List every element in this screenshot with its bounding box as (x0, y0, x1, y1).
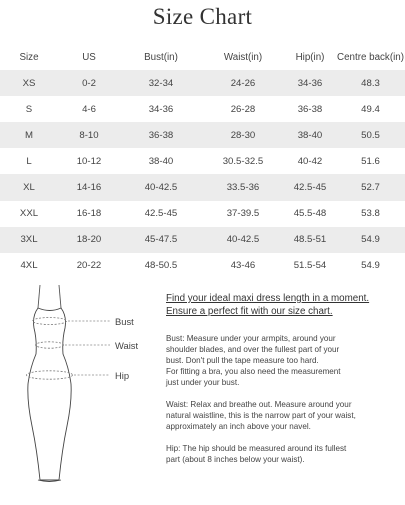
dress-figure (0, 280, 160, 500)
bust-instructions (166, 334, 402, 389)
cell-centre-back: 54.9 (361, 260, 380, 272)
cell-hip: 34-36 (297, 77, 323, 89)
instruction-line: approximately an inch above your navel. (166, 421, 311, 431)
table-row (0, 122, 405, 148)
cell-size: XL (23, 182, 35, 194)
instruction-line: Waist: Relax and breathe out. Measure around your (166, 399, 352, 409)
cell-bust: 40-42.5 (144, 182, 178, 194)
cell-size: 3XL (20, 234, 38, 246)
cell-centre-back: 53.8 (361, 208, 380, 220)
dress-illustration (0, 280, 160, 500)
cell-centre-back: 48.3 (361, 77, 380, 89)
instruction-line: Bust: Measure under your armpits, around your (166, 334, 336, 344)
instruction-line: Hip: The hip should be measured around its fullest (166, 443, 347, 453)
cell-size: XS (22, 77, 36, 89)
cell-centre-back: 52.7 (361, 182, 380, 194)
cell-centre-back: 51.6 (361, 155, 380, 167)
hip-instructions (166, 444, 402, 466)
table-row (0, 174, 405, 200)
cell-bust: 36-38 (148, 129, 174, 141)
cell-bust: 34-36 (148, 103, 174, 115)
table-row (0, 227, 405, 253)
cell-us: 14-16 (76, 182, 102, 194)
table-row (0, 96, 405, 122)
cell-size: S (25, 103, 33, 115)
cell-waist: 40-42.5 (226, 234, 260, 246)
header-bust: Bust(in) (144, 51, 178, 63)
bust-label: Bust (115, 316, 134, 327)
instruction-line: part (about 8 inches below your waist). (166, 454, 305, 464)
header-size: Size (19, 51, 39, 63)
cell-us: 4-6 (82, 103, 96, 115)
cell-waist: 33.5-36 (226, 182, 260, 194)
cell-waist: 37-39.5 (226, 208, 260, 220)
cell-us: 20-22 (76, 260, 102, 272)
table-row (0, 201, 405, 227)
header-hip: Hip(in) (295, 51, 325, 63)
cell-hip: 42.5-45 (293, 182, 327, 194)
instruction-line: bust. Don't pull the tape measure too hard. (166, 356, 319, 366)
headline-line: Ensure a perfect fit with our size chart. (166, 306, 333, 318)
instruction-line: For fitting a bra, you also need the measurement (166, 367, 341, 377)
cell-hip: 51.5-54 (293, 260, 327, 272)
header-centre-back: Centre back(in) (337, 51, 404, 63)
cell-bust: 32-34 (148, 77, 174, 89)
cell-hip: 40-42 (297, 155, 323, 167)
cell-bust: 38-40 (148, 155, 174, 167)
header-us: US (82, 51, 96, 63)
cell-centre-back: 49.4 (361, 103, 380, 115)
headline-line: Find your ideal maxi dress length in a moment. (166, 293, 370, 304)
table-header-row (0, 44, 405, 70)
cell-waist: 28-30 (230, 129, 256, 141)
cell-us: 8-10 (79, 129, 99, 141)
header-waist: Waist(in) (223, 51, 263, 63)
page-title: Size Chart (152, 4, 253, 29)
table-row (0, 70, 405, 96)
cell-us: 16-18 (76, 208, 102, 220)
table-row (0, 148, 405, 174)
cell-waist: 26-28 (230, 103, 256, 115)
cell-us: 10-12 (76, 155, 102, 167)
cell-hip: 38-40 (297, 129, 323, 141)
cell-waist: 43-46 (230, 260, 256, 272)
cell-bust: 45-47.5 (144, 234, 178, 246)
waist-label: Waist (115, 340, 139, 351)
cell-bust: 48-50.5 (144, 260, 178, 272)
cell-us: 18-20 (76, 234, 102, 246)
waist-instructions (166, 400, 402, 433)
table-row (0, 253, 405, 279)
cell-us: 0-2 (82, 77, 96, 89)
cell-size: 4XL (20, 260, 38, 272)
size-chart-table (0, 44, 405, 279)
cell-centre-back: 54.9 (361, 234, 380, 246)
cell-hip: 36-38 (297, 103, 323, 115)
cell-hip: 45.5-48 (293, 208, 327, 220)
cell-bust: 42.5-45 (144, 208, 178, 220)
cell-size: M (25, 129, 33, 141)
cell-size: XXL (19, 208, 39, 220)
guide-headline (166, 292, 402, 318)
instruction-line: just under your bust. (166, 378, 240, 388)
cell-waist: 24-26 (230, 77, 256, 89)
measurement-guide (166, 292, 402, 476)
cell-hip: 48.5-51 (293, 234, 327, 246)
cell-waist: 30.5-32.5 (222, 155, 264, 167)
hip-label: Hip (115, 370, 130, 381)
instruction-line: natural waistline, this is the narrow part of your waist, (166, 410, 356, 420)
cell-size: L (26, 155, 32, 167)
cell-centre-back: 50.5 (361, 129, 380, 141)
instruction-line: shoulder blades, and over the fullest part of your (166, 345, 340, 355)
